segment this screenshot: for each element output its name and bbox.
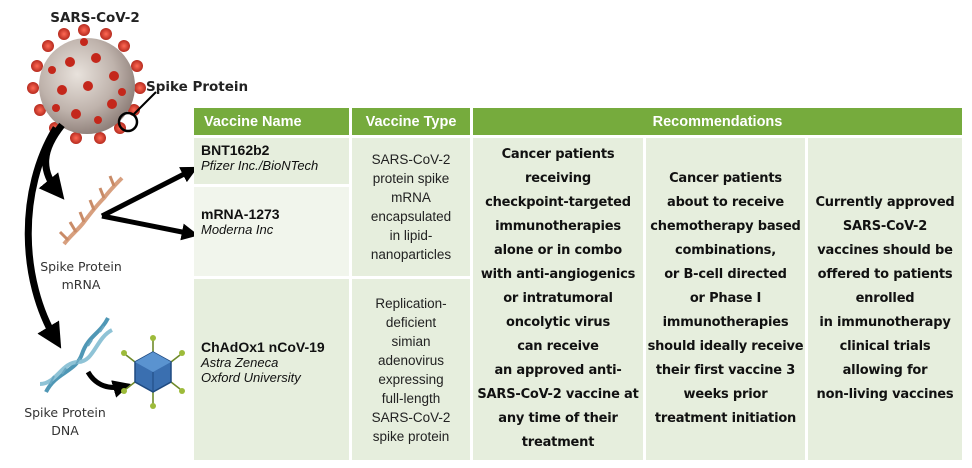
mrna-label-line: Spike Protein xyxy=(40,259,122,274)
dna-label-line: Spike Protein xyxy=(24,405,106,420)
recommendation-checkpoint xyxy=(473,138,643,460)
rec-line: enrolled xyxy=(855,291,915,306)
virus-label: SARS-CoV-2 xyxy=(50,10,140,26)
rec-line: treatment xyxy=(521,435,595,450)
vaccine-name: ChAdOx1 nCoV-19 xyxy=(201,339,325,355)
rec-line: in immunotherapy xyxy=(819,315,951,330)
type-line: protein spike xyxy=(372,171,450,186)
rec-line: weeks prior xyxy=(683,387,768,402)
type-line: simian xyxy=(391,333,431,349)
type-line: adenovirus xyxy=(377,352,445,368)
type-line: mRNA xyxy=(391,190,431,205)
rec-line: immunotherapies xyxy=(662,315,789,330)
header-recommendations: Recommendations xyxy=(473,108,962,135)
recommendation-chemotherapy xyxy=(646,138,805,460)
arrow-dna-to-adenovirus xyxy=(88,372,124,387)
rec-line: offered to patients xyxy=(817,267,953,282)
rec-line: Currently approved xyxy=(815,195,955,210)
type-line: SARS-CoV-2 xyxy=(371,152,451,167)
type-line: in lipid- xyxy=(389,228,433,243)
vaccine-name: mRNA-1273 xyxy=(201,206,280,222)
adenovirus-icon xyxy=(121,335,185,409)
rec-line: can receive xyxy=(517,339,599,354)
spike-protein-label: Spike Protein xyxy=(146,79,249,95)
rec-line: any time of their xyxy=(498,411,618,426)
rec-line: clinical trials xyxy=(839,339,931,354)
rec-line: or Phase I xyxy=(689,291,762,306)
type-line: Replication- xyxy=(375,295,447,311)
dna-label xyxy=(10,404,120,440)
dna-label-line: DNA xyxy=(51,423,79,438)
rec-line: alone or in combo xyxy=(494,243,622,258)
type-line: encapsulated xyxy=(370,209,452,224)
type-line: deficient xyxy=(385,314,437,330)
type-line: full-length xyxy=(381,390,441,406)
type-line: nanoparticles xyxy=(370,247,452,262)
rec-line: or B-cell directed xyxy=(664,267,787,282)
mrna-label-line: mRNA xyxy=(61,277,101,292)
rec-line: SARS-CoV-2 xyxy=(842,219,928,234)
mrna-to-vaccine-arrows xyxy=(80,150,210,250)
rec-line: should ideally receive xyxy=(647,339,804,354)
vaccine-name: BNT162b2 xyxy=(201,142,270,158)
vaccine-maker: Pfizer Inc./BioNTech xyxy=(201,158,319,173)
arrow-to-mrna-1273 xyxy=(102,216,192,234)
arrow-to-bnt162b2 xyxy=(102,170,192,216)
rec-line: immunotherapies xyxy=(495,219,621,234)
vaccine-row-chadox1 xyxy=(194,279,349,460)
header-vaccine-type: Vaccine Type xyxy=(352,108,470,135)
mrna-label xyxy=(26,258,136,294)
vaccine-maker: Moderna Inc xyxy=(201,222,274,237)
rec-line: Cancer patients xyxy=(501,147,615,162)
rec-line: allowing for xyxy=(842,363,928,378)
arrow-virus-to-dna xyxy=(28,128,56,340)
vaccine-maker: Astra Zeneca xyxy=(201,355,279,370)
rec-line: vaccines should be xyxy=(817,243,953,258)
vaccine-maker: Oxford University xyxy=(201,370,301,385)
recommendation-clinical-trials xyxy=(808,138,962,460)
rec-line: receiving xyxy=(525,171,591,186)
vaccine-row-mrna-1273 xyxy=(194,187,349,276)
rec-line: Cancer patients xyxy=(669,171,782,186)
rec-line: or intratumoral xyxy=(503,291,613,306)
vaccine-type-mrna xyxy=(352,138,470,276)
rec-line: combinations, xyxy=(675,243,776,258)
rec-line: oncolytic virus xyxy=(506,315,610,330)
rec-line: treatment initiation xyxy=(654,411,797,426)
type-line: spike protein xyxy=(372,428,450,444)
type-line: expressing xyxy=(378,371,444,387)
header-vaccine-name: Vaccine Name xyxy=(194,108,349,135)
vaccine-row-bnt162b2 xyxy=(194,138,349,184)
virus-icon xyxy=(27,24,146,144)
rec-line: an approved anti- xyxy=(494,363,622,378)
rec-line: with anti-angiogenics xyxy=(480,267,636,282)
rec-line: chemotherapy based xyxy=(650,219,801,234)
rec-line: SARS-CoV-2 vaccine at xyxy=(477,387,639,402)
rec-line: about to receive xyxy=(667,195,784,210)
rec-line: checkpoint-targeted xyxy=(485,195,631,210)
rec-line: their first vaccine 3 xyxy=(655,363,796,378)
spike-pointer-line xyxy=(134,92,156,114)
rec-line: non-living vaccines xyxy=(816,387,954,402)
type-line: SARS-CoV-2 xyxy=(371,409,451,425)
spike-highlight-circle xyxy=(119,113,137,131)
vaccine-type-adenovirus xyxy=(352,279,470,460)
